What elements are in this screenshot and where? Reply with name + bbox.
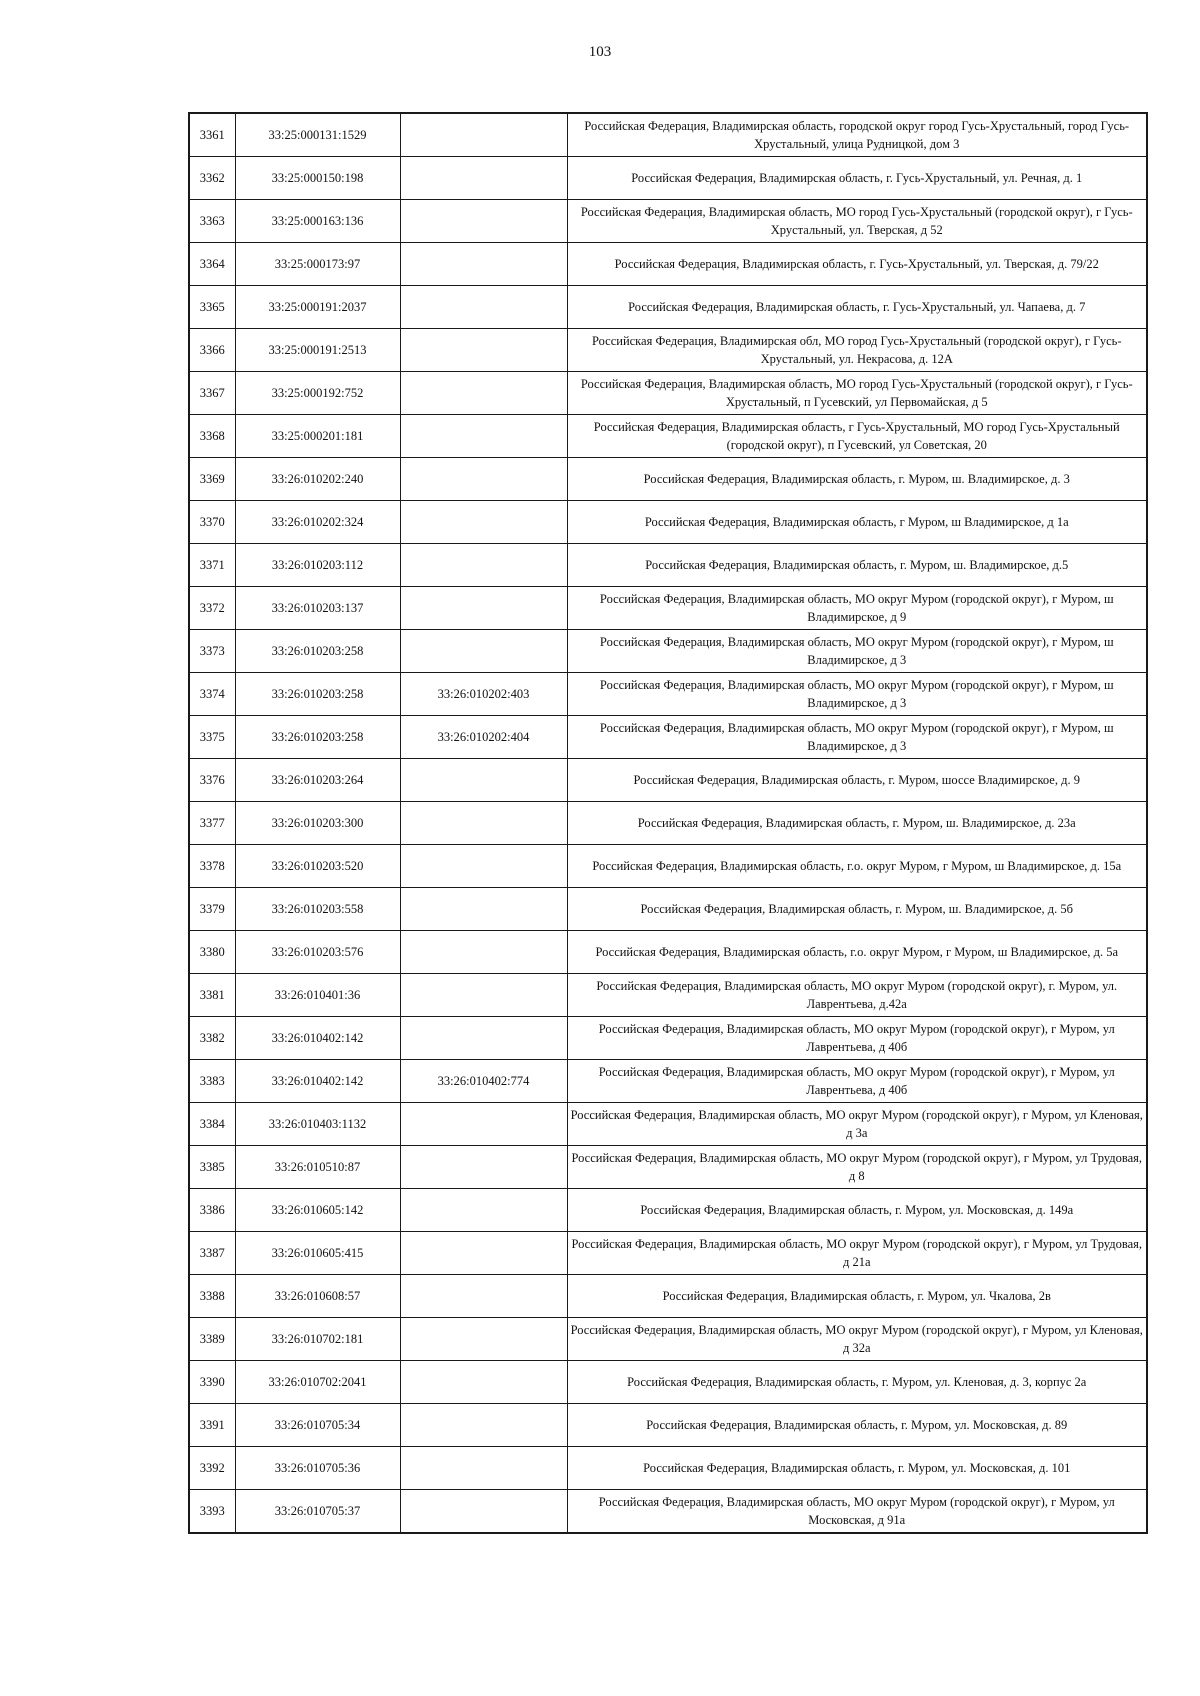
address-cell: Российская Федерация, Владимирская область, г. Муром, ул. Кленовая, д. 3, корпус 2а: [567, 1361, 1147, 1404]
cadastral-number-cell: 33:26:010203:264: [235, 759, 400, 802]
related-cadastral-number-cell: [400, 415, 567, 458]
address-cell: Российская Федерация, Владимирская область, г. Муром, ш. Владимирское, д. 5б: [567, 888, 1147, 931]
address-cell: Российская Федерация, Владимирская область, МО округ Муром (городской округ), г Муром, ул Московская, д 91а: [567, 1490, 1147, 1534]
related-cadastral-number-cell: [400, 1017, 567, 1060]
row-number-cell: 3387: [189, 1232, 235, 1275]
address-cell: Российская Федерация, Владимирская область, г Муром, ш Владимирское, д 1а: [567, 501, 1147, 544]
cadastral-number-cell: 33:26:010605:415: [235, 1232, 400, 1275]
row-number-cell: 3372: [189, 587, 235, 630]
related-cadastral-number-cell: [400, 759, 567, 802]
address-cell: Российская Федерация, Владимирская область, г. Муром, ул. Московская, д. 101: [567, 1447, 1147, 1490]
address-cell: Российская Федерация, Владимирская область, МО округ Муром (городской округ), г Муром, ш Владимирское, д 3: [567, 673, 1147, 716]
table-row: [189, 1404, 1147, 1447]
related-cadastral-number-cell: [400, 501, 567, 544]
related-cadastral-number-cell: [400, 1490, 567, 1534]
row-number-cell: 3373: [189, 630, 235, 673]
row-number-cell: 3383: [189, 1060, 235, 1103]
cadastral-number-cell: 33:26:010203:112: [235, 544, 400, 587]
related-cadastral-number-cell: [400, 888, 567, 931]
registry-table-body: [189, 113, 1147, 1533]
row-number-cell: 3364: [189, 243, 235, 286]
table-row: [189, 1189, 1147, 1232]
cadastral-number-cell: 33:26:010203:137: [235, 587, 400, 630]
table-row: [189, 286, 1147, 329]
table-row: [189, 587, 1147, 630]
cadastral-number-cell: 33:26:010202:324: [235, 501, 400, 544]
address-cell: Российская Федерация, Владимирская область, МО город Гусь-Хрустальный (городской округ), г Гусь-Хрустальный, п Гусевский, ул Первомайская, д 5: [567, 372, 1147, 415]
address-cell: Российская Федерация, Владимирская область, МО округ Муром (городской округ), г Муром, ш Владимирское, д 9: [567, 587, 1147, 630]
related-cadastral-number-cell: [400, 1318, 567, 1361]
row-number-cell: 3375: [189, 716, 235, 759]
cadastral-number-cell: 33:26:010203:300: [235, 802, 400, 845]
address-cell: Российская Федерация, Владимирская обл, МО город Гусь-Хрустальный (городской округ), г Гусь-Хрустальный, ул. Некрасова, д. 12А: [567, 329, 1147, 372]
related-cadastral-number-cell: [400, 458, 567, 501]
row-number-cell: 3391: [189, 1404, 235, 1447]
cadastral-number-cell: 33:25:000163:136: [235, 200, 400, 243]
table-row: [189, 630, 1147, 673]
related-cadastral-number-cell: [400, 1232, 567, 1275]
cadastral-number-cell: 33:26:010203:576: [235, 931, 400, 974]
cadastral-number-cell: 33:26:010203:558: [235, 888, 400, 931]
related-cadastral-number-cell: [400, 200, 567, 243]
cadastral-number-cell: 33:25:000150:198: [235, 157, 400, 200]
address-cell: Российская Федерация, Владимирская область, г. Муром, ш. Владимирское, д.5: [567, 544, 1147, 587]
row-number-cell: 3390: [189, 1361, 235, 1404]
related-cadastral-number-cell: [400, 802, 567, 845]
address-cell: Российская Федерация, Владимирская область, городской округ город Гусь-Хрустальный, город Гусь-Хрустальный, улица Рудницкой, дом 3: [567, 113, 1147, 157]
table-row: [189, 716, 1147, 759]
table-row: [189, 802, 1147, 845]
table-row: [189, 1318, 1147, 1361]
related-cadastral-number-cell: [400, 1103, 567, 1146]
related-cadastral-number-cell: [400, 329, 567, 372]
row-number-cell: 3381: [189, 974, 235, 1017]
cadastral-number-cell: 33:26:010203:258: [235, 630, 400, 673]
related-cadastral-number-cell: [400, 1275, 567, 1318]
address-cell: Российская Федерация, Владимирская область, г.о. округ Муром, г Муром, ш Владимирское, д. 15а: [567, 845, 1147, 888]
related-cadastral-number-cell: [400, 845, 567, 888]
row-number-cell: 3385: [189, 1146, 235, 1189]
row-number-cell: 3393: [189, 1490, 235, 1534]
address-cell: Российская Федерация, Владимирская область, г. Муром, ул. Московская, д. 149а: [567, 1189, 1147, 1232]
cadastral-number-cell: 33:25:000131:1529: [235, 113, 400, 157]
address-cell: Российская Федерация, Владимирская область, г Гусь-Хрустальный, МО город Гусь-Хрустальный (городской округ), п Гусевский, ул Советская, 20: [567, 415, 1147, 458]
row-number-cell: 3388: [189, 1275, 235, 1318]
address-cell: Российская Федерация, Владимирская область, МО округ Муром (городской округ), г Муром, ул Кленовая, д 3а: [567, 1103, 1147, 1146]
cadastral-number-cell: 33:26:010203:258: [235, 673, 400, 716]
cadastral-number-cell: 33:26:010702:2041: [235, 1361, 400, 1404]
table-row: [189, 200, 1147, 243]
address-cell: Российская Федерация, Владимирская область, г.о. округ Муром, г Муром, ш Владимирское, д. 5а: [567, 931, 1147, 974]
table-row: [189, 1275, 1147, 1318]
address-cell: Российская Федерация, Владимирская область, МО округ Муром (городской округ), г Муром, ул Лаврентьева, д 40б: [567, 1017, 1147, 1060]
cadastral-number-cell: 33:26:010202:240: [235, 458, 400, 501]
table-row: [189, 157, 1147, 200]
related-cadastral-number-cell: [400, 931, 567, 974]
address-cell: Российская Федерация, Владимирская область, г. Гусь-Хрустальный, ул. Тверская, д. 79/22: [567, 243, 1147, 286]
cadastral-number-cell: 33:25:000191:2513: [235, 329, 400, 372]
row-number-cell: 3365: [189, 286, 235, 329]
row-number-cell: 3367: [189, 372, 235, 415]
cadastral-number-cell: 33:26:010702:181: [235, 1318, 400, 1361]
row-number-cell: 3389: [189, 1318, 235, 1361]
related-cadastral-number-cell: [400, 113, 567, 157]
related-cadastral-number-cell: [400, 587, 567, 630]
address-cell: Российская Федерация, Владимирская область, г. Муром, ш. Владимирское, д. 23а: [567, 802, 1147, 845]
address-cell: Российская Федерация, Владимирская область, МО округ Муром (городской округ), г Муром, ш Владимирское, д 3: [567, 630, 1147, 673]
cadastral-number-cell: 33:26:010705:36: [235, 1447, 400, 1490]
row-number-cell: 3384: [189, 1103, 235, 1146]
cadastral-number-cell: 33:26:010203:520: [235, 845, 400, 888]
cadastral-number-cell: 33:26:010608:57: [235, 1275, 400, 1318]
address-cell: Российская Федерация, Владимирская область, МО округ Муром (городской округ), г Муром, ул Кленовая, д 32а: [567, 1318, 1147, 1361]
row-number-cell: 3370: [189, 501, 235, 544]
cadastral-number-cell: 33:26:010203:258: [235, 716, 400, 759]
cadastral-number-cell: 33:26:010705:37: [235, 1490, 400, 1534]
table-row: [189, 243, 1147, 286]
address-cell: Российская Федерация, Владимирская область, МО округ Муром (городской округ), г Муром, ул Лаврентьева, д 40б: [567, 1060, 1147, 1103]
address-cell: Российская Федерация, Владимирская область, МО округ Муром (городской округ), г Муром, ул Трудовая, д 21а: [567, 1232, 1147, 1275]
cadastral-number-cell: 33:25:000191:2037: [235, 286, 400, 329]
row-number-cell: 3379: [189, 888, 235, 931]
table-row: [189, 113, 1147, 157]
address-cell: Российская Федерация, Владимирская область, г. Гусь-Хрустальный, ул. Чапаева, д. 7: [567, 286, 1147, 329]
address-cell: Российская Федерация, Владимирская область, г. Муром, ш. Владимирское, д. 3: [567, 458, 1147, 501]
address-cell: Российская Федерация, Владимирская область, МО город Гусь-Хрустальный (городской округ), г Гусь-Хрустальный, ул. Тверская, д 52: [567, 200, 1147, 243]
address-cell: Российская Федерация, Владимирская область, МО округ Муром (городской округ), г Муром, ул Трудовая, д 8: [567, 1146, 1147, 1189]
table-row: [189, 931, 1147, 974]
row-number-cell: 3371: [189, 544, 235, 587]
table-row: [189, 329, 1147, 372]
cadastral-number-cell: 33:26:010510:87: [235, 1146, 400, 1189]
table-row: [189, 372, 1147, 415]
row-number-cell: 3362: [189, 157, 235, 200]
cadastral-number-cell: 33:26:010403:1132: [235, 1103, 400, 1146]
table-row: [189, 501, 1147, 544]
table-row: [189, 1017, 1147, 1060]
cadastral-number-cell: 33:26:010605:142: [235, 1189, 400, 1232]
row-number-cell: 3361: [189, 113, 235, 157]
cadastral-number-cell: 33:25:000201:181: [235, 415, 400, 458]
cadastral-number-cell: 33:26:010401:36: [235, 974, 400, 1017]
table-row: [189, 1060, 1147, 1103]
related-cadastral-number-cell: [400, 243, 567, 286]
table-row: [189, 458, 1147, 501]
related-cadastral-number-cell: [400, 1361, 567, 1404]
row-number-cell: 3369: [189, 458, 235, 501]
related-cadastral-number-cell: [400, 1189, 567, 1232]
row-number-cell: 3377: [189, 802, 235, 845]
page-number: 103: [588, 44, 612, 60]
address-cell: Российская Федерация, Владимирская область, г. Муром, ул. Чкалова, 2в: [567, 1275, 1147, 1318]
table-row: [189, 1447, 1147, 1490]
address-cell: Российская Федерация, Владимирская область, г. Гусь-Хрустальный, ул. Речная, д. 1: [567, 157, 1147, 200]
related-cadastral-number-cell: 33:26:010402:774: [400, 1060, 567, 1103]
address-cell: Российская Федерация, Владимирская область, г. Муром, шоссе Владимирское, д. 9: [567, 759, 1147, 802]
row-number-cell: 3374: [189, 673, 235, 716]
cadastral-number-cell: 33:25:000192:752: [235, 372, 400, 415]
related-cadastral-number-cell: [400, 630, 567, 673]
row-number-cell: 3376: [189, 759, 235, 802]
related-cadastral-number-cell: [400, 372, 567, 415]
table-row: [189, 1146, 1147, 1189]
address-cell: Российская Федерация, Владимирская область, г. Муром, ул. Московская, д. 89: [567, 1404, 1147, 1447]
table-row: [189, 974, 1147, 1017]
related-cadastral-number-cell: [400, 974, 567, 1017]
registry-table: [188, 112, 1148, 1534]
table-row: [189, 1232, 1147, 1275]
table-row: [189, 1361, 1147, 1404]
related-cadastral-number-cell: 33:26:010202:404: [400, 716, 567, 759]
related-cadastral-number-cell: 33:26:010202:403: [400, 673, 567, 716]
related-cadastral-number-cell: [400, 544, 567, 587]
table-row: [189, 415, 1147, 458]
table-row: [189, 544, 1147, 587]
related-cadastral-number-cell: [400, 286, 567, 329]
related-cadastral-number-cell: [400, 1146, 567, 1189]
row-number-cell: 3382: [189, 1017, 235, 1060]
address-cell: Российская Федерация, Владимирская область, МО округ Муром (городской округ), г Муром, ш Владимирское, д 3: [567, 716, 1147, 759]
row-number-cell: 3363: [189, 200, 235, 243]
table-row: [189, 759, 1147, 802]
related-cadastral-number-cell: [400, 1447, 567, 1490]
cadastral-number-cell: 33:26:010402:142: [235, 1060, 400, 1103]
related-cadastral-number-cell: [400, 1404, 567, 1447]
row-number-cell: 3392: [189, 1447, 235, 1490]
row-number-cell: 3368: [189, 415, 235, 458]
row-number-cell: 3380: [189, 931, 235, 974]
row-number-cell: 3366: [189, 329, 235, 372]
table-row: [189, 673, 1147, 716]
address-cell: Российская Федерация, Владимирская область, МО округ Муром (городской округ), г. Муром, ул. Лаврентьева, д.42а: [567, 974, 1147, 1017]
table-row: [189, 845, 1147, 888]
row-number-cell: 3378: [189, 845, 235, 888]
table-row: [189, 1103, 1147, 1146]
row-number-cell: 3386: [189, 1189, 235, 1232]
cadastral-number-cell: 33:26:010705:34: [235, 1404, 400, 1447]
table-row: [189, 888, 1147, 931]
related-cadastral-number-cell: [400, 157, 567, 200]
cadastral-number-cell: 33:25:000173:97: [235, 243, 400, 286]
cadastral-number-cell: 33:26:010402:142: [235, 1017, 400, 1060]
table-row: [189, 1490, 1147, 1534]
